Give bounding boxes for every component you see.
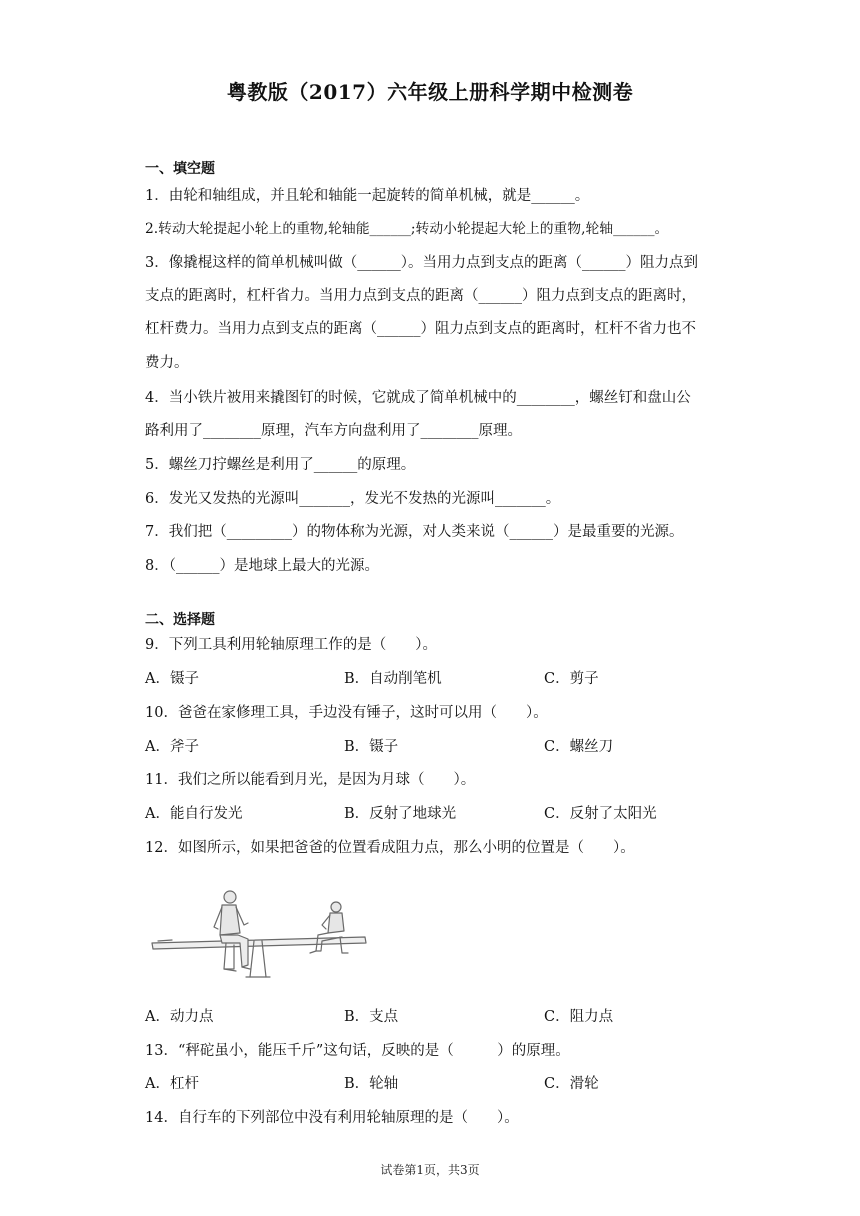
option-c: C．滑轮	[544, 1076, 599, 1092]
question-line: 杠杆费力。当用力点到支点的距离（______）阻力点到支点的距离时，杠杆不省力也不	[145, 321, 696, 337]
page-footer: 试卷第1页，共3页	[380, 1163, 480, 1177]
option-b: B．镊子	[344, 739, 399, 755]
question-line: 费力。	[145, 355, 189, 371]
section-heading-fill-blank: 一、填空题	[145, 161, 215, 177]
question-line: 路利用了________原理，汽车方向盘利用了________原理。	[145, 423, 522, 439]
question-line: 1．由轮和轴组成，并且轮和轴能一起旋转的简单机械，就是______。	[145, 188, 590, 204]
option-b: B．反射了地球光	[344, 806, 457, 822]
option-c: C．反射了太阳光	[544, 806, 657, 822]
section-heading-multiple-choice: 二、选择题	[145, 612, 215, 628]
option-a: A．能自行发光	[145, 806, 243, 822]
option-c: C．阻力点	[544, 1009, 614, 1025]
question-line: 8．（______）是地球上最大的光源。	[145, 558, 379, 574]
option-a: A．斧子	[145, 739, 199, 755]
question-stem: 14．自行车的下列部位中没有利用轮轴原理的是（ ）。	[145, 1110, 519, 1126]
option-a: A．镊子	[145, 671, 199, 687]
question-line: 4．当小铁片被用来撬图钉的时候，它就成了简单机械中的________，螺丝钉和盘山公	[145, 390, 691, 406]
question-stem: 11．我们之所以能看到月光，是因为月球（ ）。	[145, 772, 476, 788]
question-line: 2.转动大轮提起小轮上的重物,轮轴能______;转动小轮提起大轮上的重物,轮轴______。	[145, 221, 669, 237]
question-line: 7．我们把（_________）的物体称为光源，对人类来说（______）是最重要的光源。	[145, 524, 684, 540]
question-line: 支点的距离时，杠杆省力。当用力点到支点的距离（______）阻力点到支点的距离时，	[145, 288, 696, 304]
question-stem: 10．爸爸在家修理工具，手边没有锤子，这时可以用（ ）。	[145, 705, 548, 721]
option-c: C．剪子	[544, 671, 599, 687]
question-stem: 13．“秤砣虽小，能压千斤”这句话，反映的是（ ）的原理。	[145, 1043, 570, 1059]
option-c: C．螺丝刀	[544, 739, 614, 755]
question-line: 3．像撬棍这样的简单机械叫做（______）。当用力点到支点的距离（______）阻力点到	[145, 255, 698, 271]
option-b: B．自动削笔机	[344, 671, 442, 687]
question-stem: 12．如图所示，如果把爸爸的位置看成阻力点，那么小明的位置是（ ）。	[145, 840, 635, 856]
question-line: 5．螺丝刀拧螺丝是利用了______的原理。	[145, 457, 416, 473]
question-line: 6．发光又发热的光源叫_______，发光不发热的光源叫_______。	[145, 491, 561, 507]
page-title: 粤教版（2017）六年级上册科学期中检测卷	[226, 80, 634, 104]
option-b: B．支点	[344, 1009, 399, 1025]
option-a: A．杠杆	[145, 1076, 199, 1092]
question-stem: 9．下列工具利用轮轴原理工作的是（ ）。	[145, 637, 437, 653]
option-a: A．动力点	[145, 1009, 214, 1025]
option-b: B．轮轴	[344, 1076, 399, 1092]
seesaw-illustration	[150, 885, 370, 980]
